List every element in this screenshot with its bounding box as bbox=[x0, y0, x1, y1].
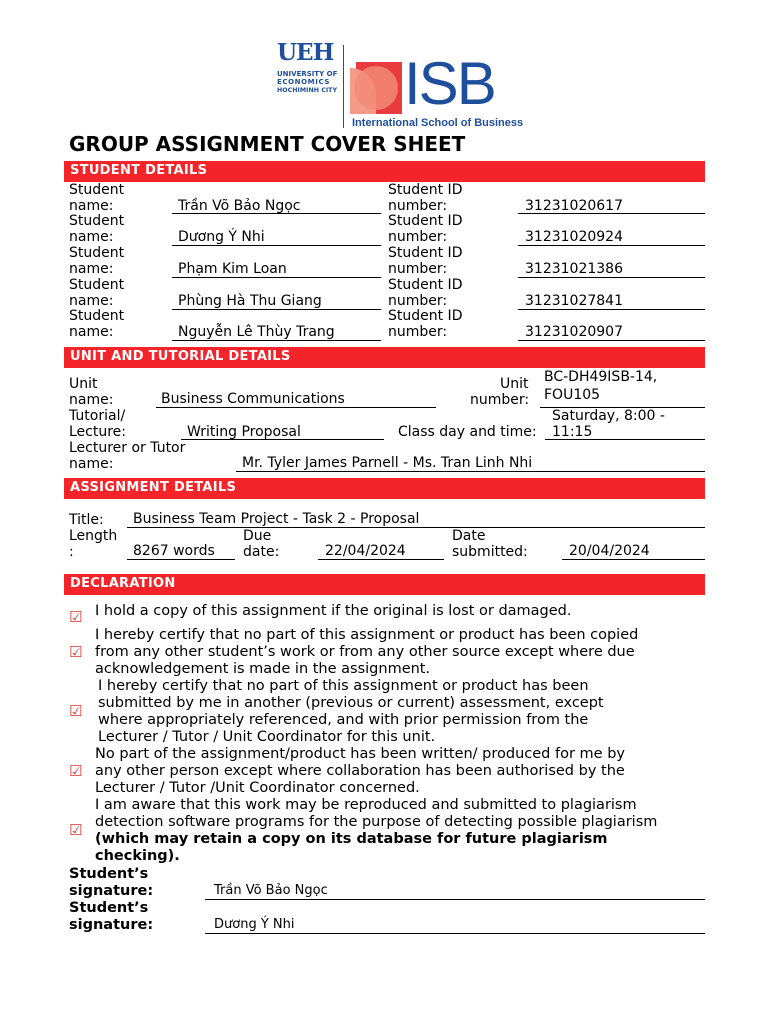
student-name-value: Trần Võ Bảo Ngọc bbox=[178, 198, 301, 214]
isb-logo-text: ISB bbox=[404, 50, 495, 117]
submitted-date-line bbox=[562, 559, 705, 560]
student-id-label: Student ID bbox=[388, 245, 463, 261]
unit-name-value: Business Communications bbox=[161, 391, 345, 407]
assignment-details-header: ASSIGNMENT DETAILS bbox=[64, 478, 705, 499]
student-name-label: name: bbox=[69, 293, 114, 309]
signature-label: Student’s bbox=[69, 866, 149, 882]
due-date-value: 22/04/2024 bbox=[325, 543, 406, 559]
page-title: GROUP ASSIGNMENT COVER SHEET bbox=[69, 132, 466, 156]
unit-details-header: UNIT AND TUTORIAL DETAILS bbox=[64, 347, 705, 368]
lecturer-line bbox=[236, 471, 705, 472]
due-date-line bbox=[318, 559, 444, 560]
class-day-value: Saturday, 8:00 - bbox=[552, 408, 665, 424]
due-date-label: Due bbox=[243, 528, 272, 544]
student-id-label: Student ID bbox=[388, 308, 463, 324]
signature-label: Student’s bbox=[69, 900, 149, 916]
length-line bbox=[127, 559, 235, 560]
student-name-line bbox=[172, 340, 381, 341]
student-id-line bbox=[518, 213, 705, 214]
lecturer-label: Lecturer or Tutor bbox=[69, 440, 186, 456]
student-id-line bbox=[518, 309, 705, 310]
tutorial-line bbox=[181, 439, 384, 440]
student-id-label: Student ID bbox=[388, 277, 463, 293]
assignment-title-value: Business Team Project - Task 2 - Proposal bbox=[133, 511, 420, 527]
due-date-label: date: bbox=[243, 544, 280, 560]
student-name-value: Phạm Kim Loan bbox=[178, 261, 287, 277]
tutorial-label: Lecture: bbox=[69, 424, 127, 440]
student-id-value: 31231021386 bbox=[525, 261, 623, 277]
assignment-title-label: Title: bbox=[69, 512, 104, 528]
student-id-label: number: bbox=[388, 293, 448, 309]
submitted-date-label: submitted: bbox=[452, 544, 528, 560]
signature-value: Trần Võ Bảo Ngọc bbox=[214, 883, 328, 898]
student-name-label: name: bbox=[69, 229, 114, 245]
declaration-item: I am aware that this work may be reproduced and submitted to plagiarism detection software programs for the purpose of detecting possible plagiarism (which may retain a copy on its database for future plagiarism checking). bbox=[95, 797, 658, 864]
student-id-line bbox=[518, 245, 705, 246]
ueh-logo-line-3: HOCHIMINH CITY bbox=[277, 87, 338, 94]
unit-number-value: FOU105 bbox=[544, 387, 601, 403]
ueh-logo-text: UEH bbox=[277, 39, 334, 66]
ueh-logo-line-2: ECONOMICS bbox=[277, 78, 330, 86]
signature-label: signature: bbox=[69, 917, 154, 933]
tutorial-label: Tutorial/ bbox=[69, 408, 126, 424]
declaration-item: I hereby certify that no part of this assignment or product has been submitted by me in another (previous or current) assessment, except where appropriately referenced, and with prior permission from the Lecturer / Tutor / Unit Coordinator for this unit. bbox=[98, 678, 604, 745]
unit-name-line bbox=[156, 407, 436, 408]
student-id-line bbox=[518, 340, 705, 341]
assignment-title-line bbox=[127, 527, 705, 528]
student-name-line bbox=[172, 277, 381, 278]
student-id-label: number: bbox=[388, 324, 448, 340]
checkbox-checked-icon[interactable]: ☑ bbox=[69, 821, 83, 839]
student-name-label: Student bbox=[69, 245, 125, 261]
signature-line bbox=[205, 899, 705, 900]
class-day-line bbox=[545, 439, 705, 440]
student-name-label: Student bbox=[69, 277, 125, 293]
student-name-line bbox=[172, 309, 381, 310]
student-id-value: 31231020907 bbox=[525, 324, 623, 340]
student-id-line bbox=[518, 277, 705, 278]
unit-number-value: BC-DH49ISB-14, bbox=[544, 369, 658, 385]
length-label: Length bbox=[69, 528, 118, 544]
lecturer-label: name: bbox=[69, 456, 114, 472]
unit-name-label: name: bbox=[69, 392, 114, 408]
unit-name-label: Unit bbox=[69, 376, 98, 392]
student-id-label: Student ID bbox=[388, 213, 463, 229]
unit-number-label: Unit bbox=[500, 376, 529, 392]
student-name-label: Student bbox=[69, 308, 125, 324]
student-name-line bbox=[172, 213, 381, 214]
student-name-label: name: bbox=[69, 324, 114, 340]
student-id-label: number: bbox=[388, 261, 448, 277]
student-name-value: Nguyễn Lê Thùy Trang bbox=[178, 324, 335, 340]
class-day-label: Class day and time: bbox=[398, 424, 537, 440]
submitted-date-value: 20/04/2024 bbox=[569, 543, 650, 559]
submitted-date-label: Date bbox=[452, 528, 486, 544]
student-details-header: STUDENT DETAILS bbox=[64, 161, 705, 182]
signature-label: signature: bbox=[69, 883, 154, 899]
logo-divider bbox=[343, 45, 344, 128]
length-label: : bbox=[69, 544, 74, 560]
student-name-label: name: bbox=[69, 198, 114, 214]
ueh-logo-line-1: UNIVERSITY OF bbox=[277, 70, 338, 78]
student-id-value: 31231027841 bbox=[525, 293, 623, 309]
student-id-label: number: bbox=[388, 198, 448, 214]
student-name-label: Student bbox=[69, 213, 125, 229]
student-name-value: Dương Ý Nhi bbox=[178, 229, 265, 245]
student-id-label: number: bbox=[388, 229, 448, 245]
student-id-value: 31231020617 bbox=[525, 198, 623, 214]
tutorial-value: Writing Proposal bbox=[187, 424, 301, 440]
declaration-item: No part of the assignment/product has been written/ produced for me by any other person except where collaboration has been authorised by the Lecturer / Tutor /Unit Coordinator concerned. bbox=[95, 746, 625, 796]
checkbox-checked-icon[interactable]: ☑ bbox=[69, 702, 83, 720]
declaration-item: I hereby certify that no part of this assignment or product has been copied from any other student’s work or from any other source except where due acknowledgement is made in the assignment. bbox=[95, 627, 639, 677]
declaration-item: I hold a copy of this assignment if the original is lost or damaged. bbox=[95, 603, 572, 619]
length-value: 8267 words bbox=[133, 543, 215, 559]
isb-emblem-icon bbox=[350, 62, 402, 114]
student-name-label: Student bbox=[69, 182, 125, 198]
isb-logo-subtitle: International School of Business bbox=[352, 117, 524, 129]
signature-line bbox=[205, 933, 705, 934]
unit-number-label: number: bbox=[470, 392, 530, 408]
declaration-header: DECLARATION bbox=[64, 574, 705, 595]
student-id-value: 31231020924 bbox=[525, 229, 623, 245]
student-name-line bbox=[172, 245, 381, 246]
student-id-label: Student ID bbox=[388, 182, 463, 198]
lecturer-value: Mr. Tyler James Parnell - Ms. Tran Linh Nhi bbox=[242, 455, 533, 471]
checkbox-checked-icon[interactable]: ☑ bbox=[69, 608, 83, 626]
checkbox-checked-icon[interactable]: ☑ bbox=[69, 643, 83, 661]
checkbox-checked-icon[interactable]: ☑ bbox=[69, 762, 83, 780]
student-name-label: name: bbox=[69, 261, 114, 277]
signature-value: Dương Ý Nhi bbox=[214, 917, 295, 932]
class-day-value: 11:15 bbox=[552, 424, 593, 440]
student-name-value: Phùng Hà Thu Giang bbox=[178, 293, 322, 309]
